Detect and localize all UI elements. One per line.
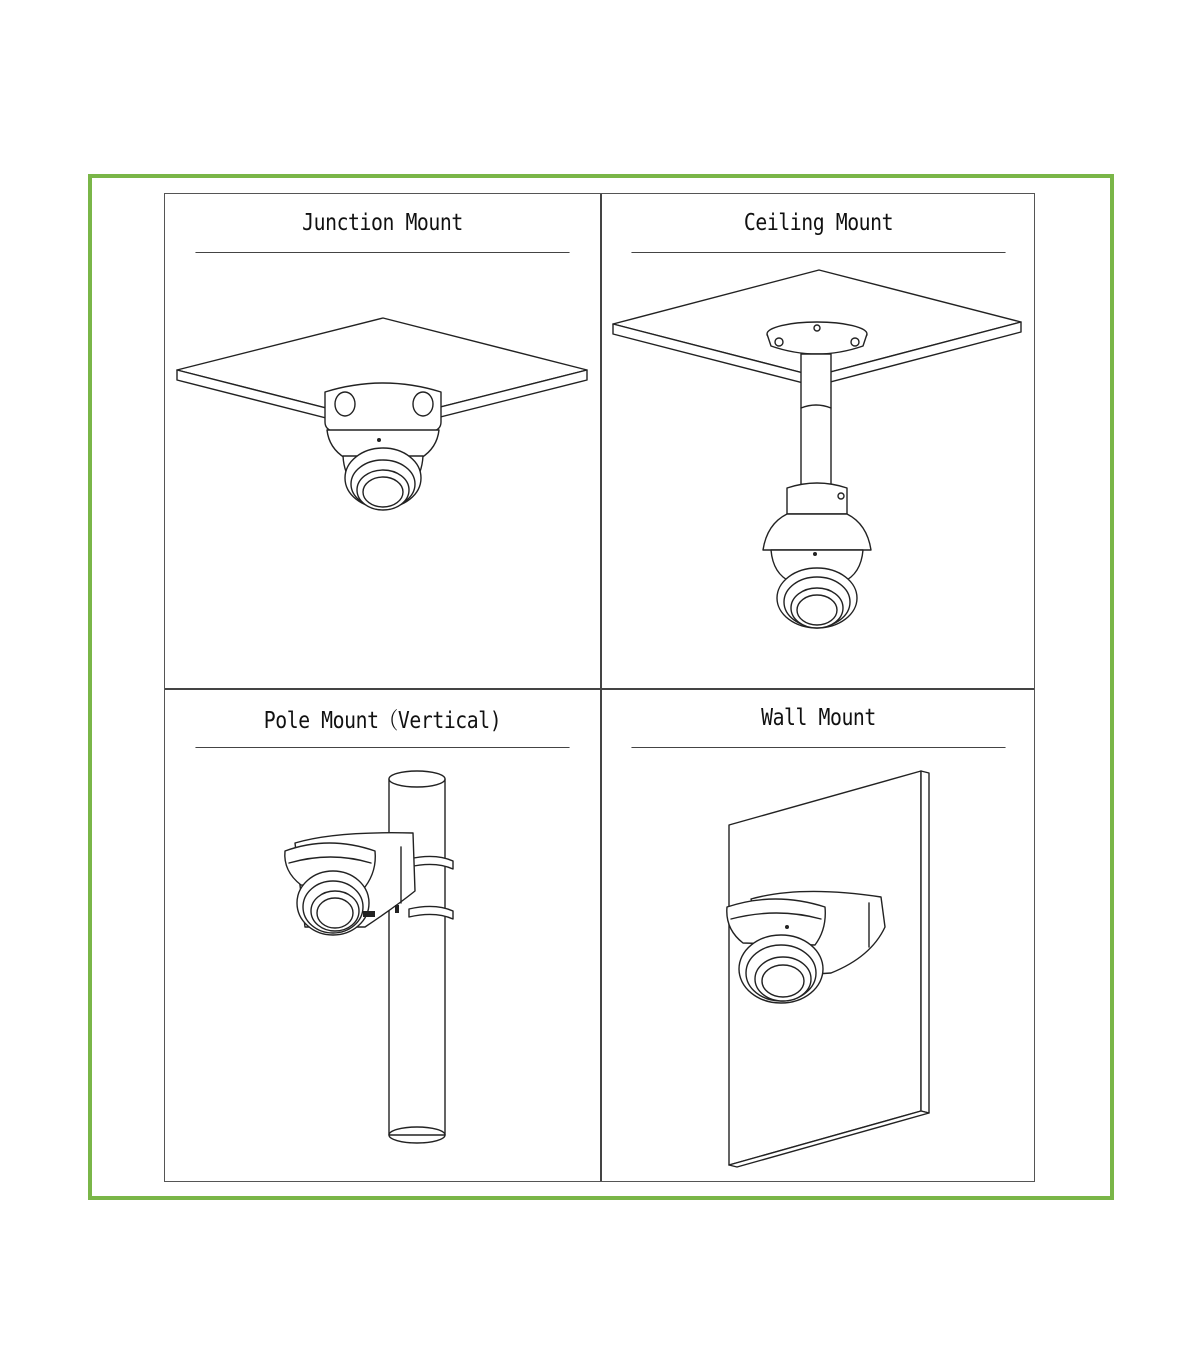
panel-title: Ceiling Mount <box>631 194 1005 253</box>
pole-mount-illustration <box>165 747 600 1183</box>
ceiling-mount-icon <box>601 252 1036 688</box>
panel-title: Junction Mount <box>195 194 569 253</box>
panel-title: Wall Mount <box>631 689 1005 748</box>
panel-title: Pole Mount（Vertical) <box>195 689 569 748</box>
mounting-options-table <box>164 193 1035 1182</box>
junction-mount-illustration <box>165 252 600 688</box>
junction-mount-icon <box>165 252 600 688</box>
panel-pole-mount <box>165 689 600 1183</box>
panel-wall-mount <box>601 689 1036 1183</box>
panel-junction-mount <box>165 194 600 688</box>
panel-ceiling-mount <box>601 194 1036 688</box>
ceiling-mount-illustration <box>601 252 1036 688</box>
wall-mount-icon <box>601 747 1036 1183</box>
wall-mount-illustration <box>601 747 1036 1183</box>
pole-mount-icon <box>165 747 600 1183</box>
